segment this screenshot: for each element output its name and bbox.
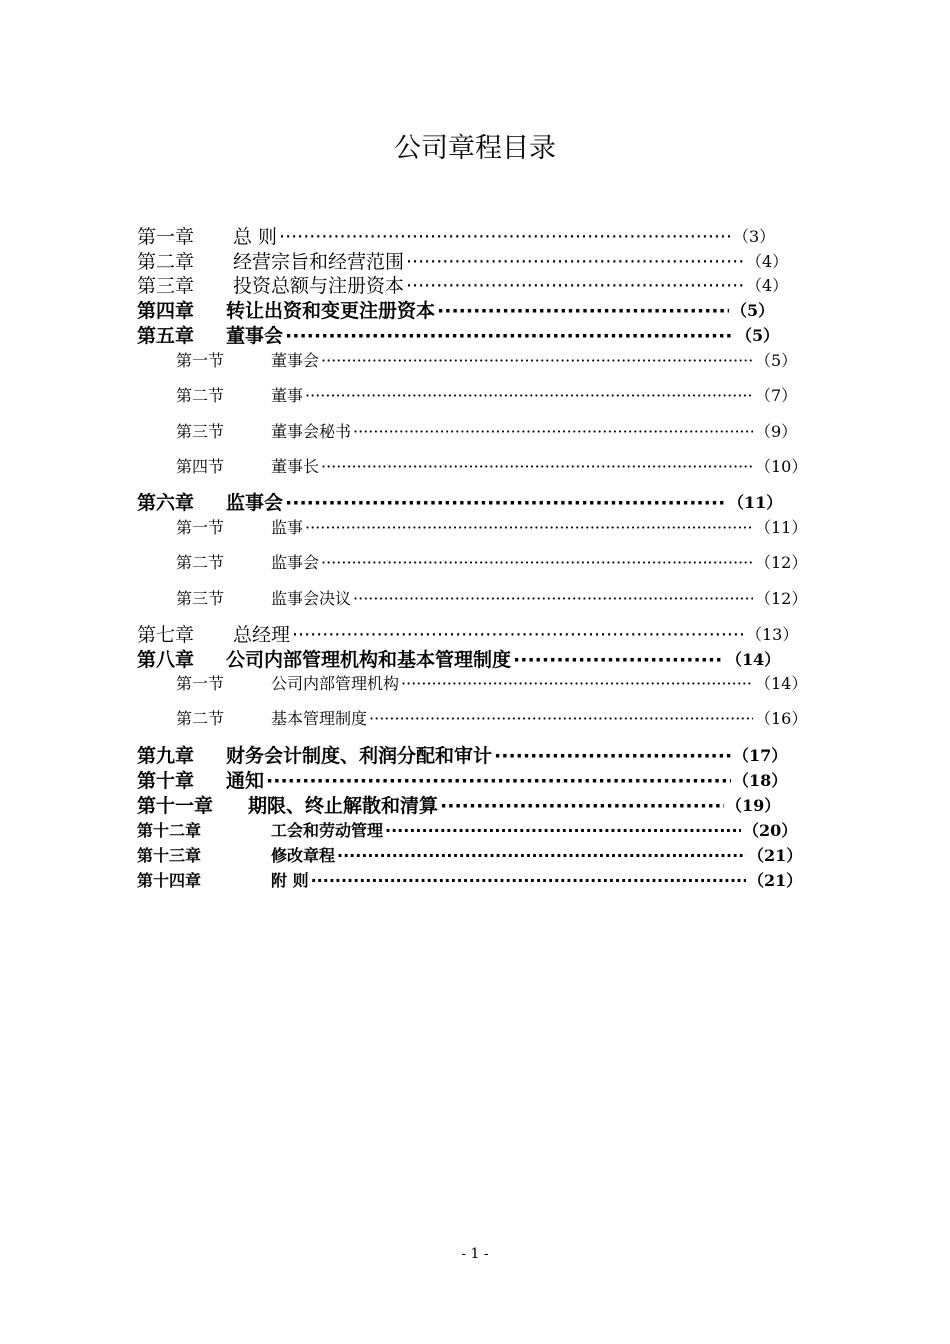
- toc-entry: [0, 622, 950, 648]
- toc-leader-dots: [305, 383, 753, 409]
- toc-entry-title: 董事会: [226, 325, 284, 347]
- toc-entry-label: 第三章: [137, 275, 195, 297]
- toc-entry-title: 修改章程: [271, 846, 336, 865]
- toc-entry: [0, 490, 950, 516]
- toc-entry: [0, 743, 950, 769]
- toc-leader-dots: [279, 224, 731, 250]
- toc-leader-dots: [292, 622, 744, 648]
- toc-entry: [0, 298, 950, 324]
- toc-entry: [0, 249, 950, 275]
- toc-entry-title: 董事会: [271, 351, 320, 370]
- toc-entry-page: （14）: [755, 674, 808, 693]
- toc-entry-page: （9）: [755, 422, 798, 441]
- toc-entry-title: 总 则: [233, 226, 278, 248]
- toc-entry-title: 期限、终止解散和清算: [248, 795, 439, 817]
- page-title: 公司章程目录: [394, 133, 556, 164]
- toc-leader-dots: [513, 647, 724, 673]
- toc-entry: [0, 550, 950, 576]
- toc-entry-label: 第十四章: [137, 871, 202, 890]
- toc-entry-label: 第五章: [137, 325, 195, 347]
- toc-leader-dots: [353, 419, 753, 445]
- toc-leader-dots: [266, 768, 731, 794]
- toc-entry-page: （13）: [746, 625, 799, 644]
- toc-entry-label: 第四节: [176, 457, 225, 476]
- toc-entry-title: 监事会: [271, 553, 320, 572]
- toc-leader-dots: [353, 586, 753, 612]
- toc-entry-page: （18）: [733, 771, 788, 790]
- toc-entry-title: 基本管理制度: [271, 709, 368, 728]
- page-number: - 1 -: [461, 1246, 489, 1262]
- toc-entry-title: 董事长: [271, 457, 320, 476]
- toc-entry-title: 通知: [226, 770, 265, 792]
- toc-entry-title: 转让出资和变更注册资本: [226, 300, 436, 322]
- toc-entry-label: 第八章: [137, 649, 195, 671]
- toc-entry-label: 第一节: [176, 674, 225, 693]
- toc-entry: [0, 647, 950, 673]
- toc-entry-title: 公司内部管理机构和基本管理制度: [226, 649, 512, 671]
- toc-entry-title: 监事会: [226, 492, 284, 514]
- toc-entry: [0, 323, 950, 349]
- toc-entry-title: 附 则: [271, 871, 309, 890]
- toc-entry-title: 监事: [271, 518, 304, 537]
- toc-entry-page: （11）: [755, 518, 808, 537]
- toc-entry-title: 总经理: [233, 624, 291, 646]
- toc-entry-page: （5）: [731, 301, 775, 320]
- toc-entry: [0, 868, 950, 894]
- toc-entry-page: （17）: [733, 746, 788, 765]
- toc-entry: [0, 273, 950, 299]
- toc-leader-dots: [311, 868, 746, 894]
- toc-entry-label: 第二节: [176, 386, 225, 405]
- toc-entry-label: 第七章: [137, 624, 195, 646]
- toc-leader-dots: [406, 273, 744, 299]
- toc-leader-dots: [285, 323, 734, 349]
- toc-entry: [0, 793, 950, 819]
- toc-entry: [0, 768, 950, 794]
- toc-entry-label: 第三节: [176, 422, 225, 441]
- toc-entry-label: 第二节: [176, 553, 225, 572]
- toc-entry-page: （12）: [755, 589, 808, 608]
- toc-entry-page: （5）: [755, 351, 798, 370]
- toc-entry-label: 第十一章: [137, 795, 214, 817]
- toc-entry-page: （21）: [748, 871, 803, 890]
- toc-entry-title: 经营宗旨和经营范围: [233, 251, 405, 273]
- toc-leader-dots: [494, 743, 731, 769]
- toc-leader-dots: [305, 515, 753, 541]
- toc-entry: [0, 515, 950, 541]
- toc-leader-dots: [369, 706, 753, 732]
- toc-entry-label: 第一节: [176, 351, 225, 370]
- toc-entry-label: 第一节: [176, 518, 225, 537]
- toc-entry-page: （19）: [726, 796, 781, 815]
- toc-entry: [0, 843, 950, 869]
- toc-leader-dots: [440, 793, 724, 819]
- toc-entry-page: （4）: [746, 276, 789, 295]
- toc-entry: [0, 586, 950, 612]
- toc-entry-title: 监事会决议: [271, 589, 352, 608]
- toc-entry-page: （3）: [733, 227, 776, 246]
- toc-entry-label: 第九章: [137, 745, 195, 767]
- toc-entry: [0, 706, 950, 732]
- toc-entry-title: 工会和劳动管理: [271, 821, 384, 840]
- toc-entry-title: 董事会秘书: [271, 422, 352, 441]
- toc-leader-dots: [437, 298, 729, 324]
- toc-entry-title: 董事: [271, 386, 304, 405]
- toc-entry-title: 财务会计制度、利润分配和审计: [226, 745, 493, 767]
- toc-entry-title: 公司内部管理机构: [271, 674, 400, 693]
- toc-entry: [0, 224, 950, 250]
- toc-entry-page: （14）: [726, 650, 781, 669]
- toc-leader-dots: [406, 249, 744, 275]
- toc-entry-page: （11）: [728, 493, 783, 512]
- toc-entry-label: 第四章: [137, 300, 195, 322]
- toc-entry-label: 第六章: [137, 492, 195, 514]
- toc-entry-label: 第十三章: [137, 846, 202, 865]
- toc-entry-label: 第十章: [137, 770, 195, 792]
- toc-leader-dots: [401, 671, 753, 697]
- toc-entry-page: （10）: [755, 457, 808, 476]
- toc-leader-dots: [385, 818, 741, 844]
- toc-entry: [0, 671, 950, 697]
- toc-leader-dots: [321, 550, 753, 576]
- toc-entry: [0, 419, 950, 445]
- toc-leader-dots: [321, 348, 753, 374]
- toc-leader-dots: [337, 843, 746, 869]
- toc-entry-page: （20）: [743, 821, 798, 840]
- toc-entry: [0, 383, 950, 409]
- toc-entry-title: 投资总额与注册资本: [233, 275, 405, 297]
- toc-entry-label: 第三节: [176, 589, 225, 608]
- toc-leader-dots: [285, 490, 726, 516]
- toc-entry-page: （7）: [755, 386, 798, 405]
- toc-entry: [0, 818, 950, 844]
- toc-entry: [0, 348, 950, 374]
- toc-leader-dots: [321, 454, 753, 480]
- toc-entry-label: 第二节: [176, 709, 225, 728]
- toc-entry-label: 第十二章: [137, 821, 202, 840]
- toc-entry-page: （5）: [736, 326, 780, 345]
- toc-entry: [0, 454, 950, 480]
- toc-entry-page: （16）: [755, 709, 808, 728]
- toc-entry-label: 第一章: [137, 226, 195, 248]
- toc-entry-label: 第二章: [137, 251, 195, 273]
- toc-entry-page: （4）: [746, 252, 789, 271]
- toc-entry-page: （12）: [755, 553, 808, 572]
- toc-entry-page: （21）: [748, 846, 803, 865]
